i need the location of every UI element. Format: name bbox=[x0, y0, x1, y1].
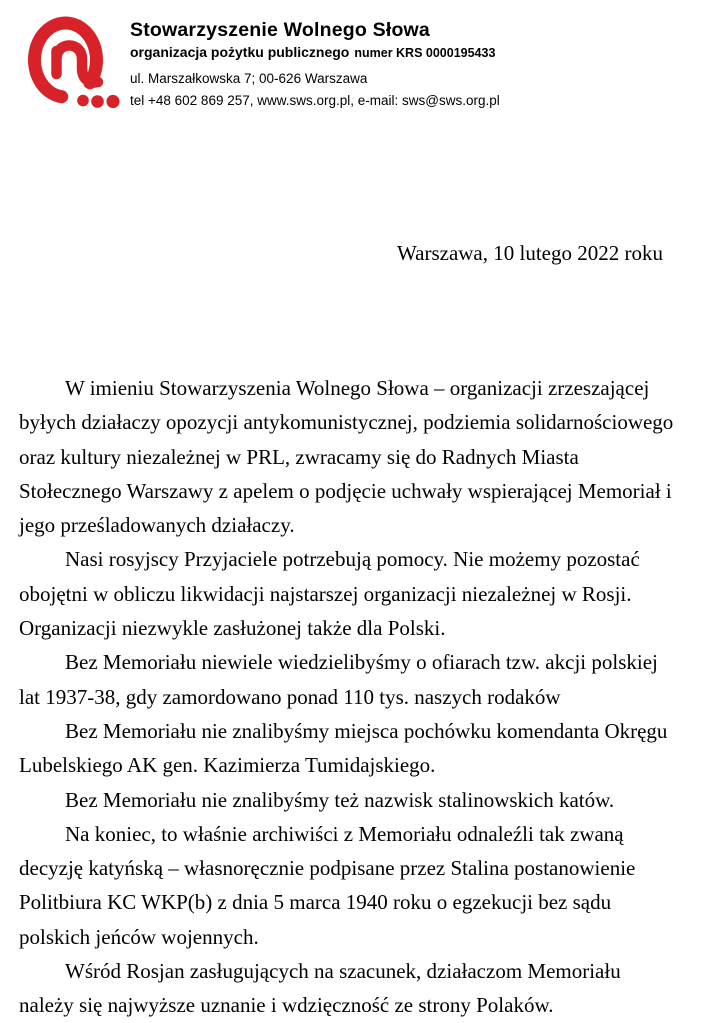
dateline: Warszawa, 10 lutego 2022 roku bbox=[397, 241, 663, 265]
paragraph-tumidajski: Bez Memoriału nie znalibyśmy miejsca pochówku komendanta Okręgu Lubelskiego AK gen. Kazimierza Tumidajskiego. bbox=[19, 718, 668, 778]
org-krs: numer KRS 0000195433 bbox=[354, 46, 496, 60]
letter-body bbox=[19, 371, 674, 1023]
org-contact: tel +48 602 869 257, www.sws.org.pl, e-mail: sws@sws.org.pl bbox=[130, 93, 500, 108]
org-name: Stowarzyszenie Wolnego Słowa bbox=[130, 19, 430, 41]
paragraph-katyn: Na koniec, to właśnie archiwiści z Memoriału odnaleźli tak zwaną decyzję katyńską – własnoręcznie podpisane przez Stalina postanowienie Politbiura KC WKP(b) z dnia 5 marca 1940 roku o egzekucji bez sądu polskich jeńców wojennych. bbox=[19, 821, 636, 949]
org-type: organizacja pożytku publicznego bbox=[130, 44, 350, 60]
logo-dots bbox=[77, 95, 119, 108]
sws-logo bbox=[25, 8, 122, 108]
n-monogram-icon bbox=[25, 8, 122, 108]
paragraph-intro: W imieniu Stowarzyszenia Wolnego Słowa – organizacji zrzeszającej byłych działaczy opozycji antykomunistycznej, podziemia solidarnościowego oraz kultury niezależnej w PRL, zwracamy się do Radnych Miasta Stołecznego Warszawy z apelem o podjęcie uchwały wspierającej Memoriał i jego prześladowanych działaczy. bbox=[19, 376, 674, 538]
paragraph-akcja-polska: Bez Memoriału niewiele wiedzielibyśmy o ofiarach tzw. akcji polskiej lat 1937-38, gdy zamordowano ponad 110 tys. naszych rodaków bbox=[19, 650, 658, 709]
org-subtitle bbox=[130, 44, 495, 60]
org-address: ul. Marszałkowska 7; 00-626 Warszawa bbox=[130, 71, 368, 86]
paragraph-friends: Nasi rosyjscy Przyjaciele potrzebują pomocy. Nie możemy pozostać obojętni w obliczu likwidacji najstarszej organizacji niezależnej w Rosji. Organizacji niezwykle zasłużonej także dla Polski. bbox=[19, 547, 640, 641]
paragraph-uznanie: Wśród Rosjan zasługujących na szacunek, działaczom Memoriału należy się najwyższe uznanie i wdzięczność ze strony Polaków. bbox=[19, 959, 621, 1018]
paragraph-kaci: Bez Memoriału nie znalibyśmy też nazwisk stalinowskich katów. bbox=[65, 787, 615, 812]
